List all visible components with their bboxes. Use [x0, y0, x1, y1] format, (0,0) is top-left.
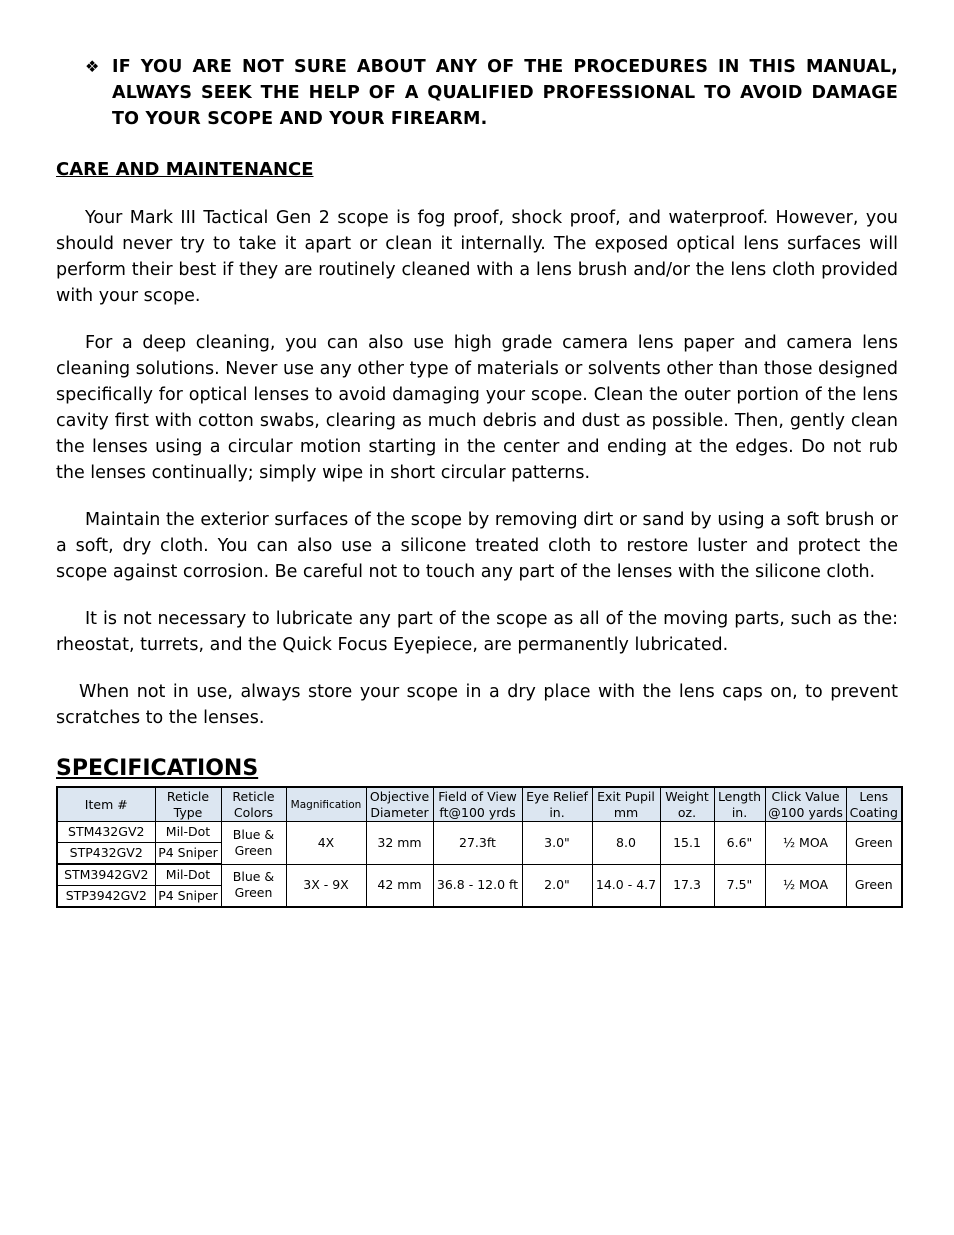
care-paragraph-3: Maintain the exterior surfaces of the scope by removing dirt or sand by using a soft brush or a soft, dry cloth. You can also use a silicone treated cloth to restore luster and protect the scope against corrosion. Be careful not to touch any part of the lenses with the silicone cloth. [56, 510, 898, 582]
weight-cell: 15.1 [660, 822, 714, 865]
diamond-bullet-icon: ❖ [85, 57, 100, 76]
specifications-table [56, 786, 903, 908]
reticle-colors-cell: Blue & Green [221, 864, 286, 907]
care-paragraph-5: When not in use, always store your scope in a dry place with the lens caps on, to prevent scratches to the lenses. [56, 682, 898, 728]
objective-diameter-cell: 42 mm [366, 864, 433, 907]
warning-text: IF YOU ARE NOT SURE ABOUT ANY OF THE PROCEDURES IN THIS MANUAL, ALWAYS SEEK THE HELP OF A QUALIFIED PROFESSIONAL TO AVOID DAMAGE TO YOUR SCOPE AND YOUR FIREARM. [112, 57, 898, 129]
length-cell: 6.6" [714, 822, 765, 865]
magnification-cell: 3X - 9X [286, 864, 366, 907]
col-header-reticle-colors: Reticle Colors [221, 787, 286, 822]
col-header-eye-relief: Eye Relief in. [522, 787, 592, 822]
table-row [57, 864, 902, 886]
warning-note [56, 54, 898, 132]
care-paragraph-1: Your Mark III Tactical Gen 2 scope is fog proof, shock proof, and waterproof. However, you should never try to take it apart or clean it internally. The exposed optical lens surfaces will perform their best if they are routinely cleaned with a lens brush and/or the lens cloth provided with your scope. [56, 208, 898, 306]
care-paragraph-2: For a deep cleaning, you can also use high grade camera lens paper and camera lens cleaning solutions. Never use any other type of materials or solvents other than those designed specifically for optical lenses to avoid damaging your scope. Clean the outer portion of the lens cavity first with cotton swabs, clearing as much debris and dust as possible. Then, gently clean the lenses using a circular motion starting in the center and ending at the edges. Do not rub the lenses continually; simply wipe in short circular patterns. [56, 333, 898, 483]
exit-pupil-cell: 8.0 [592, 822, 660, 865]
item-number-cell: STP3942GV2 [57, 886, 155, 908]
col-header-item: Item # [57, 787, 155, 822]
exit-pupil-cell: 14.0 - 4.7 [592, 864, 660, 907]
specifications-heading: SPECIFICATIONS [56, 756, 259, 781]
col-header-length: Length in. [714, 787, 765, 822]
col-header-objective-diameter: Objective Diameter [366, 787, 433, 822]
col-header-magnification: Magnification [286, 787, 366, 822]
field-of-view-cell: 36.8 - 12.0 ft [433, 864, 522, 907]
col-header-exit-pupil: Exit Pupil mm [592, 787, 660, 822]
table-row [57, 822, 902, 843]
eye-relief-cell: 2.0" [522, 864, 592, 907]
table-header-row [57, 787, 902, 822]
lens-coating-cell: Green [846, 864, 902, 907]
care-heading: CARE AND MAINTENANCE [56, 159, 314, 180]
col-header-field-of-view: Field of View ft@100 yrds [433, 787, 522, 822]
click-value-cell: ½ MOA [765, 864, 846, 907]
objective-diameter-cell: 32 mm [366, 822, 433, 865]
reticle-type-cell: Mil-Dot [155, 864, 221, 886]
col-header-lens-coating: Lens Coating [846, 787, 902, 822]
item-number-cell: STP432GV2 [57, 843, 155, 865]
length-cell: 7.5" [714, 864, 765, 907]
click-value-cell: ½ MOA [765, 822, 846, 865]
reticle-type-cell: Mil-Dot [155, 822, 221, 843]
care-paragraph-4: It is not necessary to lubricate any part of the scope as all of the moving parts, such as the: rheostat, turrets, and the Quick Focus Eyepiece, are permanently lubricated. [56, 609, 898, 655]
lens-coating-cell: Green [846, 822, 902, 865]
item-number-cell: STM432GV2 [57, 822, 155, 843]
eye-relief-cell: 3.0" [522, 822, 592, 865]
magnification-cell: 4X [286, 822, 366, 865]
col-header-reticle-type: Reticle Type [155, 787, 221, 822]
col-header-weight: Weight oz. [660, 787, 714, 822]
weight-cell: 17.3 [660, 864, 714, 907]
reticle-type-cell: P4 Sniper [155, 843, 221, 865]
reticle-type-cell: P4 Sniper [155, 886, 221, 908]
manual-page [56, 54, 898, 908]
reticle-colors-cell: Blue & Green [221, 822, 286, 865]
item-number-cell: STM3942GV2 [57, 864, 155, 886]
col-header-click-value: Click Value @100 yards [765, 787, 846, 822]
field-of-view-cell: 27.3ft [433, 822, 522, 865]
